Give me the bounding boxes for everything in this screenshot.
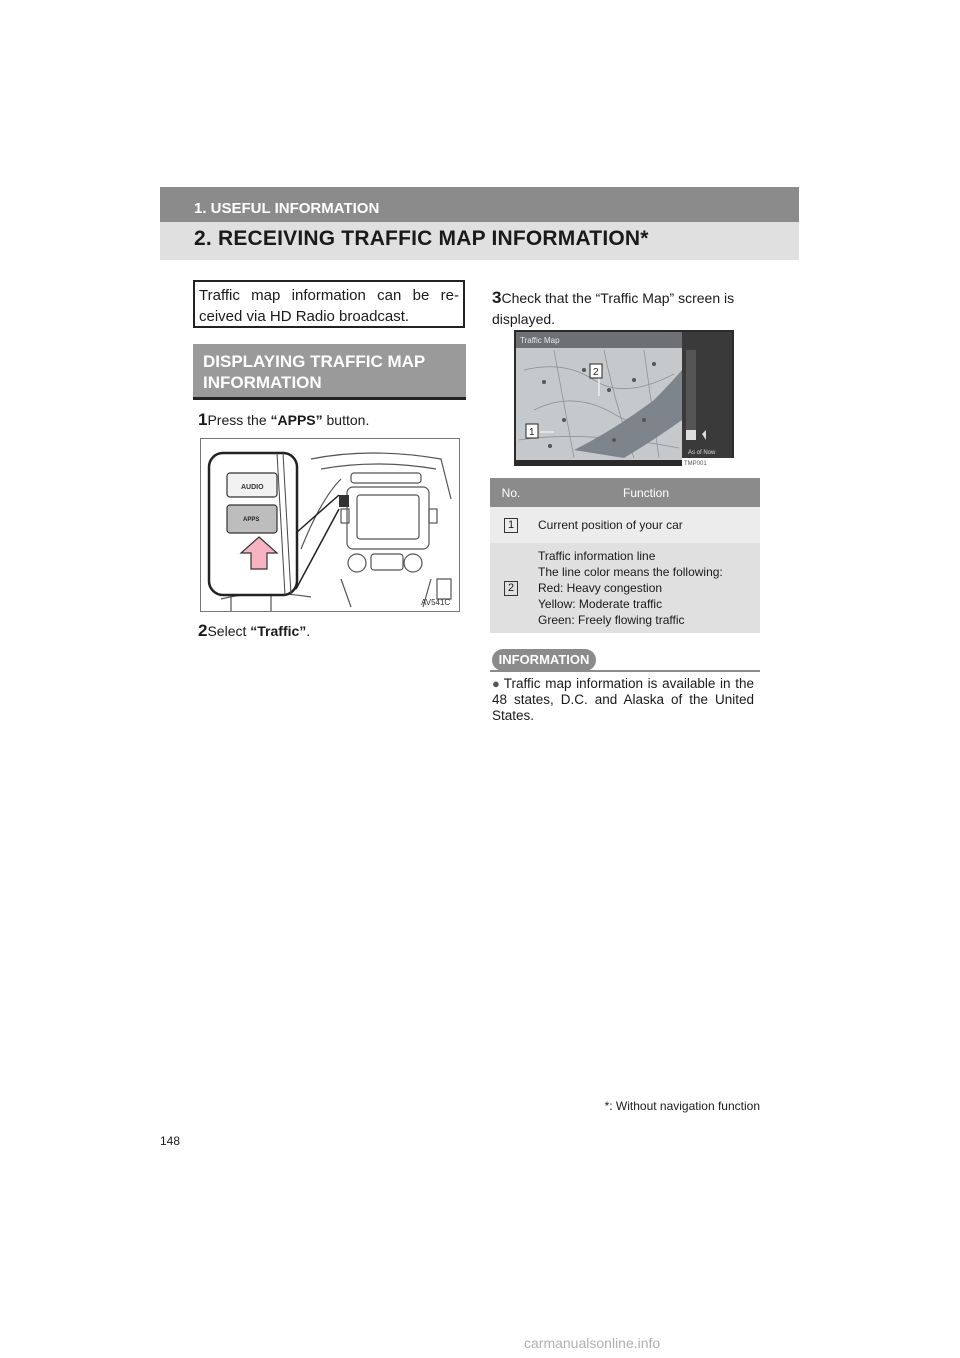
intro-box: Traffic map information can be re-ceived via HD Radio broadcast. bbox=[193, 280, 465, 328]
chapter-header bbox=[160, 222, 799, 260]
audio-button-label: AUDIO bbox=[241, 484, 264, 491]
figure-code: AV541C bbox=[421, 598, 451, 607]
screen-title: Traffic Map bbox=[520, 336, 560, 345]
dashboard-illustration bbox=[200, 438, 460, 612]
row-number-cell bbox=[490, 507, 532, 543]
row-number-cell bbox=[490, 543, 532, 633]
step-text: Check that the “Traffic Map” screen is displayed. bbox=[492, 290, 735, 327]
step-text: . bbox=[306, 623, 311, 639]
page-title: 2. RECEIVING TRAFFIC MAP INFORMATION* bbox=[194, 227, 649, 250]
figure-code: TMP001 bbox=[684, 461, 707, 466]
function-table bbox=[490, 478, 760, 633]
column-header-no: No. bbox=[490, 478, 532, 507]
function-text: The line color means the following: bbox=[538, 565, 723, 579]
step-2 bbox=[198, 621, 310, 641]
step-1 bbox=[198, 410, 369, 430]
function-cell bbox=[532, 507, 760, 543]
zoom-icon bbox=[686, 430, 696, 440]
callout-2: 2 bbox=[593, 367, 599, 378]
subsection-title-line2: INFORMATION bbox=[203, 373, 322, 392]
watermark: carmanualsonline.info bbox=[524, 1335, 661, 1351]
column-header-function: Function bbox=[532, 478, 760, 507]
step-text: Press the bbox=[207, 412, 271, 428]
subsection-title-line1: DISPLAYING TRAFFIC MAP bbox=[203, 352, 426, 371]
table-row bbox=[490, 507, 760, 543]
traffic-map-drawing bbox=[514, 330, 734, 466]
apps-button-label: APPS bbox=[243, 517, 260, 523]
function-text: Yellow: Moderate traffic bbox=[538, 597, 663, 611]
step-keyword: “Traffic” bbox=[250, 623, 307, 639]
function-text: Traffic information line bbox=[538, 549, 656, 563]
information-text: Traffic map information is available in the 48 states, D.C. and Alaska of the United States. bbox=[492, 676, 754, 723]
table-header-row bbox=[490, 478, 760, 507]
information-note bbox=[492, 676, 754, 724]
traffic-map-screenshot bbox=[514, 330, 734, 466]
step-number: 3 bbox=[492, 288, 502, 307]
function-cell bbox=[532, 543, 760, 633]
step-text: Select bbox=[207, 623, 251, 639]
subsection-heading bbox=[193, 344, 466, 400]
information-divider bbox=[490, 670, 760, 672]
information-badge: INFORMATION bbox=[492, 649, 596, 671]
number-box: 2 bbox=[504, 581, 518, 596]
callout-1: 1 bbox=[529, 427, 535, 438]
number-box: 1 bbox=[504, 518, 518, 533]
function-text: Red: Heavy congestion bbox=[538, 581, 663, 595]
step-keyword: “APPS” bbox=[270, 412, 323, 428]
section-header bbox=[160, 187, 799, 222]
step-number: 2 bbox=[198, 621, 208, 640]
step-number: 1 bbox=[198, 410, 208, 429]
subsection-title bbox=[203, 351, 425, 393]
page-number: 148 bbox=[160, 1134, 181, 1148]
function-text: Current position of your car bbox=[538, 518, 683, 532]
section-title: 1. USEFUL INFORMATION bbox=[194, 200, 380, 217]
bullet-icon: ● bbox=[492, 676, 501, 691]
footnote: *: Without navigation function bbox=[604, 1099, 760, 1113]
step-text: button. bbox=[322, 412, 370, 428]
map-status: As of Now bbox=[688, 450, 716, 456]
table-row bbox=[490, 543, 760, 633]
function-text: Green: Freely flowing traffic bbox=[538, 613, 685, 627]
step-3 bbox=[492, 287, 762, 330]
dashboard-drawing bbox=[201, 439, 459, 611]
